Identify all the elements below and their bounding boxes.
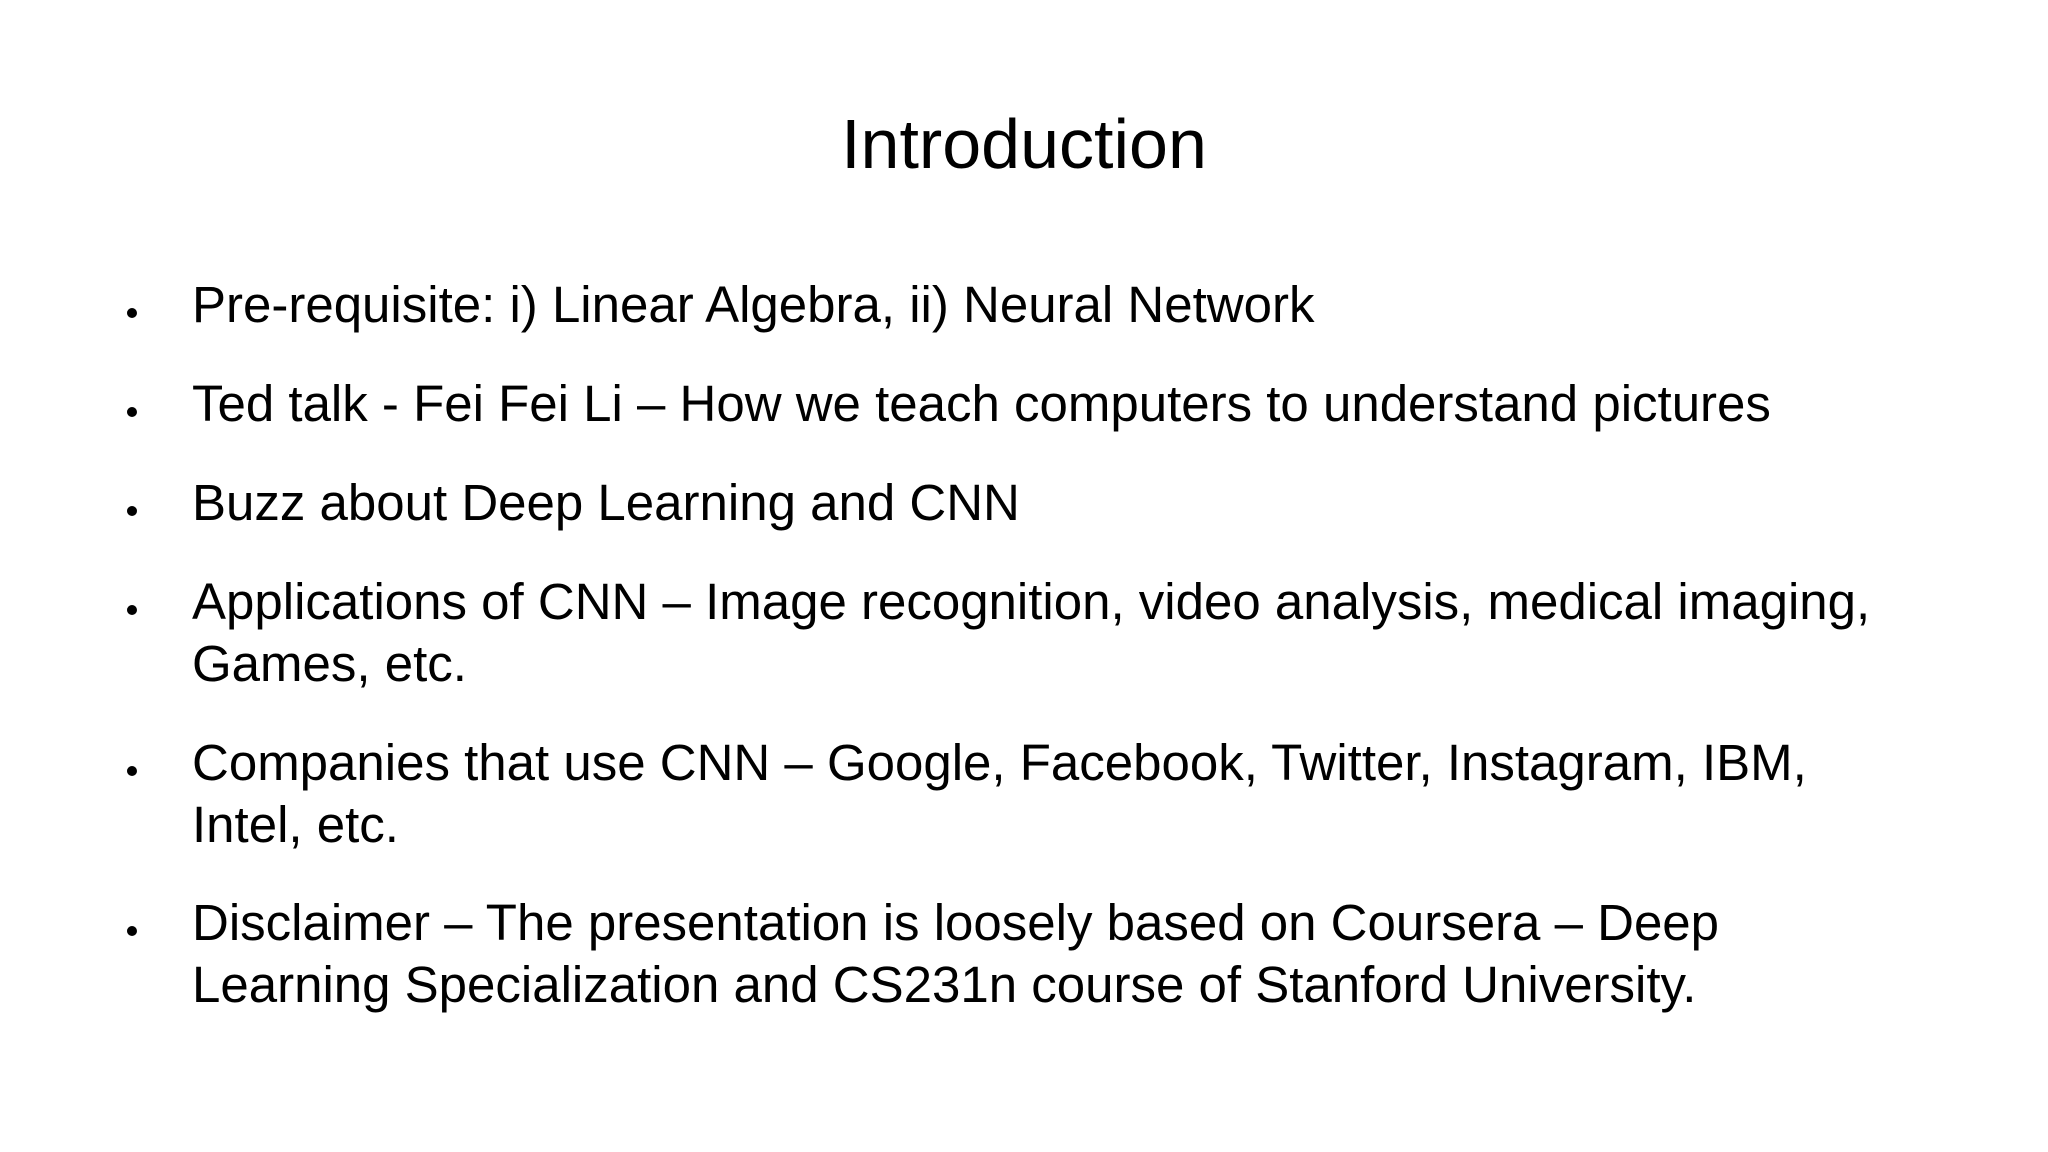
bullet-icon	[127, 308, 137, 318]
bullet-text: Ted talk - Fei Fei Li – How we teach computers to understand pictures	[192, 375, 1771, 432]
bullet-text: Applications of CNN – Image recognition, video analysis, medical imaging, Games, etc.	[192, 573, 1871, 692]
bullet-icon	[127, 926, 137, 936]
bullet-text: Pre-requisite: i) Linear Algebra, ii) Neural Network	[192, 276, 1315, 333]
bullet-text: Companies that use CNN – Google, Facebook, Twitter, Instagram, IBM, Intel, etc.	[192, 734, 1807, 853]
bullet-icon	[127, 407, 137, 417]
slide-title: Introduction	[841, 105, 1207, 183]
bullet-text: Disclaimer – The presentation is loosely based on Coursera – Deep Learning Specialization and CS231n course of Stanford University.	[192, 894, 1720, 1013]
bullet-icon	[127, 766, 137, 776]
bullet-text: Buzz about Deep Learning and CNN	[192, 474, 1020, 531]
bullet-icon	[127, 506, 137, 516]
bullet-icon	[127, 605, 137, 615]
